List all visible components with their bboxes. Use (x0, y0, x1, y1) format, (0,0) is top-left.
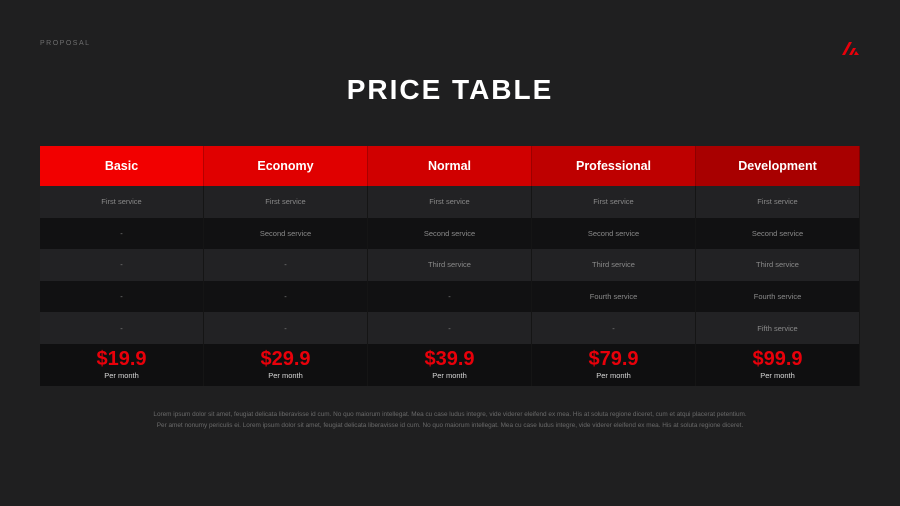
price-table (40, 146, 860, 386)
plan-header-development: Development (696, 146, 860, 186)
service-cell: First service (696, 186, 860, 218)
price-value: $29.9 (260, 348, 311, 371)
service-cell: First service (40, 186, 204, 218)
service-cell: - (40, 249, 204, 281)
footer-description: Lorem ipsum dolor sit amet, feugiat delicata liberavisse id cum. No quo maiorum intellegat. Mea cu case ludus integre, vide viderer eleifend ex mea. His at soluta regione diceret, cum et atqui placerat petentium. Per amet nonumy periculis ei. Lorem ipsum dolor sit amet, feugiat delicata liberavisse id cum. No quo maiorum intellegat. Mea cu case ludus integre, vide viderer eleifend ex mea. His at soluta regione diceret. (153, 411, 747, 429)
service-cell: Second service (532, 218, 696, 250)
service-cell: Fourth service (532, 281, 696, 313)
service-cell: - (532, 312, 696, 344)
service-cell: Fourth service (696, 281, 860, 313)
service-cell: - (204, 249, 368, 281)
price-value: $39.9 (424, 348, 475, 371)
service-cell: - (40, 312, 204, 344)
service-cell: - (40, 281, 204, 313)
service-cell: Third service (368, 249, 532, 281)
price-period: Per month (432, 371, 467, 381)
price-cell-professional (532, 344, 696, 386)
plan-header-normal: Normal (368, 146, 532, 186)
price-period: Per month (104, 371, 139, 381)
service-cell: Fifth service (696, 312, 860, 344)
price-value: $99.9 (752, 348, 803, 371)
price-period: Per month (596, 371, 631, 381)
service-cell: Third service (696, 249, 860, 281)
price-cell-development (696, 344, 860, 386)
service-cell: - (368, 312, 532, 344)
service-cell: First service (368, 186, 532, 218)
price-period: Per month (760, 371, 795, 381)
service-cell: Second service (204, 218, 368, 250)
proposal-label: PROPOSAL (40, 40, 91, 47)
plan-header-economy: Economy (204, 146, 368, 186)
service-cell: Second service (368, 218, 532, 250)
service-cell: First service (204, 186, 368, 218)
plan-header-professional: Professional (532, 146, 696, 186)
brand-logo-icon (840, 40, 860, 56)
service-cell: - (40, 218, 204, 250)
service-cell: - (204, 312, 368, 344)
price-value: $79.9 (588, 348, 639, 371)
service-cell: Second service (696, 218, 860, 250)
price-cell-normal (368, 344, 532, 386)
service-cell: - (204, 281, 368, 313)
price-period: Per month (268, 371, 303, 381)
price-value: $19.9 (96, 348, 147, 371)
price-cell-basic (40, 344, 204, 386)
service-cell: Third service (532, 249, 696, 281)
plan-header-basic: Basic (40, 146, 204, 186)
service-cell: First service (532, 186, 696, 218)
service-cell: - (368, 281, 532, 313)
price-cell-economy (204, 344, 368, 386)
page-title: PRICE TABLE (346, 74, 554, 105)
